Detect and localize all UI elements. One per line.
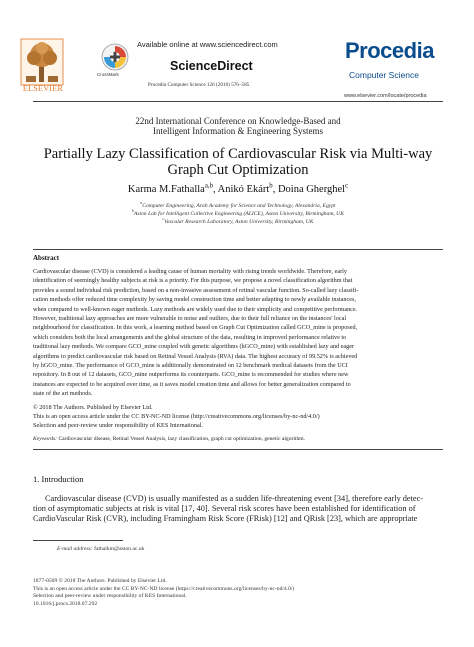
affiliation-b: $^b$Aston Lab for Intelligent Collective Engineering (ALICE), Aston University, Birmingham, UK: [132, 209, 344, 217]
footnote-divider: [33, 540, 123, 541]
author-list: Karma M.Fathalla$^{a,b}$, Anikó Ekárt$^b$, Doina Gherghel$^c$: [127, 182, 349, 195]
intro-line: tion of asymptomatic subjects at risk is vital [17, 40]. Several risk scores have been established for identification of: [33, 504, 416, 514]
abstract-line: state of the art methods.: [33, 390, 93, 398]
author-2: Anikó Ekárt: [217, 184, 270, 195]
keywords: [33, 436, 443, 442]
abstract-line: provides a sound individual risk prediction, based on a non-invasive assessment of retinal vascular function. So-called lazy classifi-: [33, 286, 359, 294]
abstract-line: identification of seemingly healthy subjects at risk is a priority. For this purpose, we propose a novel classification algorithm that: [33, 277, 353, 285]
email-address[interactable]: fathalkm@aston.ac.uk: [94, 546, 145, 552]
journal-reference: Procedia Computer Science 126 (2018) 576–585: [148, 82, 250, 88]
email-label: E-mail address:: [57, 546, 93, 552]
author-email: [57, 546, 144, 552]
article-footer: [33, 578, 443, 608]
footer-line: 1877-0509 © 2018 The Authors. Published by Elsevier Ltd.: [33, 578, 167, 584]
paper-title-line-2: Graph Cut Optimization: [167, 162, 309, 178]
header-divider: [33, 101, 443, 102]
abstract-top-divider: [33, 249, 443, 250]
abstract-heading: Abstract: [33, 254, 60, 262]
introduction-body: [33, 494, 443, 525]
abstract-line: neighbourhood for classification. In this work, a learning method based on Graph Cut Optimization called GCO_mine is proposed,: [33, 324, 358, 332]
introduction-heading: 1. Introduction: [33, 474, 84, 484]
abstract-line: repository. In 8 out of 12 datasets, GCO_mine outperforms its counterparts. GCO_mine is recommended for studies where new: [33, 371, 349, 379]
abstract-body: [33, 267, 443, 399]
keywords-text: Cardiovascular disease, Retinal Vessel Analysis, lazy classification, graph cut optimization, genetic algorithm.: [58, 436, 306, 442]
footer-doi[interactable]: 10.1016/j.procs.2018.07.292: [33, 600, 98, 607]
copyright-line: © 2018 The Authors. Published by Elsevier Ltd.: [33, 404, 153, 411]
elsevier-tree-logo: [20, 38, 64, 88]
affiliation-c: $^c$Vascular Research Laboratory, Aston University, Birmingham, UK: [162, 217, 314, 225]
author-3-affil: c: [345, 182, 349, 190]
author-1-affil: a,b: [204, 182, 213, 190]
author-3: Doina Gherghel: [277, 184, 346, 195]
intro-line: CardioVascular Risk (CVR), including Framingham Risk Score (FRisk) [12] and QRisk [23], which are appropriate: [33, 514, 418, 524]
procedia-title: Procedia: [345, 38, 434, 63]
available-online-text[interactable]: Available online at www.sciencedirect.com: [137, 40, 278, 49]
crossmark-label: CrossMark: [97, 72, 119, 77]
footer-line: Selection and peer-review under responsibility of KES International.: [33, 593, 187, 599]
license-line[interactable]: This is an open access article under the CC BY-NC-ND license (http://creativecommons.org/licenses/by-nc-nd/4.0/): [33, 413, 320, 420]
intro-line: Cardiovascular disease (CVD) is usually manifested as a sudden life-threatening event [34], therefore early detec-: [45, 494, 424, 503]
footer-line[interactable]: This is an open access article under the CC BY-NC-ND license (https://creativecommons.org/licenses/by-nc-nd/4.0/): [33, 585, 295, 592]
abstract-line: instances are expected to be acquired over time, as it saves model creation time and allows for better generalization compared to: [33, 380, 351, 388]
abstract-bottom-divider: [33, 449, 443, 450]
keywords-label: Keywords:: [33, 436, 58, 442]
abstract-line: cation methods offer reduced time complexity by saving model construction time and better adapting to newly available instances,: [33, 296, 356, 304]
paper-title-line-1: Partially Lazy Classification of Cardiovascular Risk via Multi-way: [43, 146, 433, 162]
abstract-line: by hGCO_mine. The performance of GCO_mine is additionally demonstrated on 12 benchmark medical datasets from the UCI: [33, 362, 348, 370]
abstract-line: traditional lazy methods. We compare GCO_mine coupled with genetic algorithms (hGCO_mine) with established lazy and eager: [33, 343, 355, 351]
procedia-subtitle: Computer Science: [349, 70, 419, 80]
abstract-line: which considers both the local arrangements and the global structure of the data, resulting in improved performance relative to: [33, 333, 347, 341]
conference-line-2: Intelligent Information & Engineering Systems: [153, 126, 323, 136]
sciencedirect-wordmark: ScienceDirect: [170, 59, 253, 73]
peer-review-line: Selection and peer-review under responsibility of KES International.: [33, 422, 203, 429]
affiliation-a: $^a$Computer Engineering, Arab Academy for Science and Technology, Alexandria, Egypt: [140, 201, 336, 209]
conference-line-1: 22nd International Conference on Knowledge-Based and: [135, 116, 341, 126]
author-1: Karma M.Fathalla: [127, 184, 205, 195]
abstract-line: Cardiovascular disease (CVD) is considered a leading cause of human mortality with rising trends worldwide. Therefore, early: [33, 268, 347, 275]
elsevier-wordmark: ELSEVIER: [22, 84, 64, 93]
abstract-line: when compared to well-known eager methods. Lazy methods are widely used due to their simplicity and competitive performance.: [33, 305, 358, 313]
crossmark-icon[interactable]: [100, 42, 130, 72]
abstract-line: algorithms to predict cardiovascular risk based on Retinal Vessel Analysis (RVA) data. The highest accuracy of 99.52% is achieved: [33, 352, 358, 360]
abstract-line: However, traditional lazy approaches are more vulnerable to noise and outliers, due to their full reliance on the instances' local: [33, 315, 347, 323]
procedia-url[interactable]: www.elsevier.com/locate/procedia: [344, 93, 427, 99]
author-2-affil: b: [269, 182, 273, 190]
